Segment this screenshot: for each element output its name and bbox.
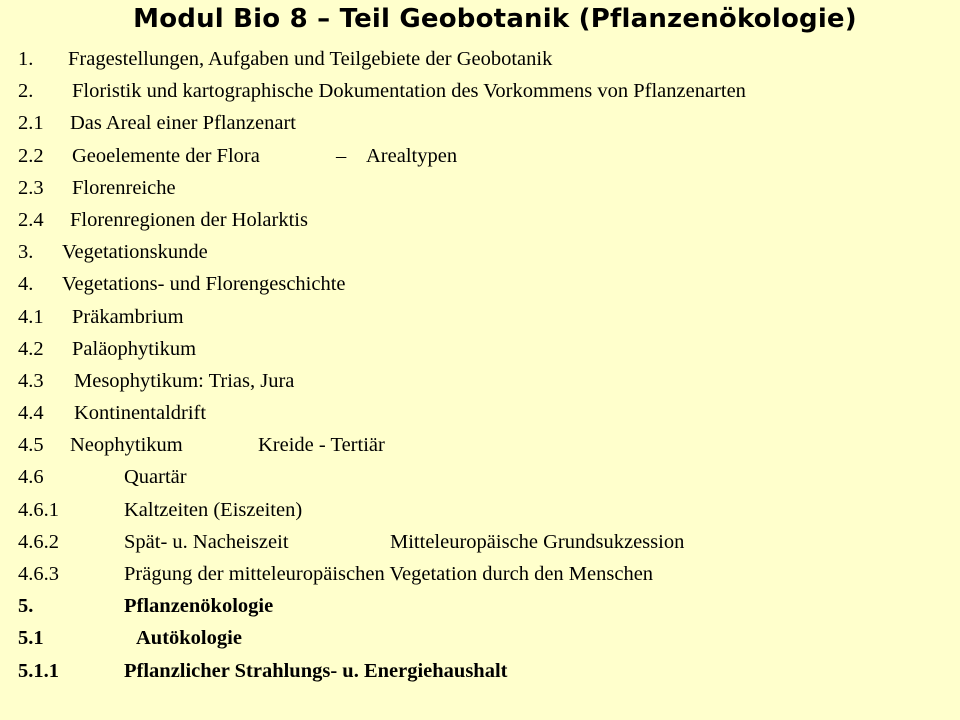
item-number: 2.1	[18, 112, 44, 135]
item-number: 5.1	[18, 627, 44, 650]
outline-item	[18, 107, 958, 139]
item-text: Kaltzeiten (Eiszeiten)	[124, 498, 303, 521]
outline-item	[18, 461, 958, 493]
item-number: 5.1.1	[18, 659, 59, 682]
outline-item	[18, 494, 958, 526]
item-text: Fragestellungen, Aufgaben und Teilgebiete der Geobotanik	[68, 48, 553, 70]
item-number: 4.	[18, 273, 34, 296]
item-text: Geoelemente der Flora	[72, 144, 260, 167]
outline-item	[18, 236, 958, 268]
outline-item	[18, 301, 958, 333]
item-text: Floristik und kartographische Dokumentation des Vorkommens von Pflanzenarten	[72, 80, 746, 103]
item-number: 4.6.2	[18, 530, 59, 553]
item-text: Spät- u. Nacheiszeit	[124, 530, 289, 553]
item-text: Paläophytikum	[72, 337, 197, 360]
item-number: 4.6	[18, 466, 44, 489]
item-text: Florenreiche	[72, 176, 176, 199]
outline-item	[18, 333, 958, 365]
outline-item	[18, 43, 958, 75]
outline-item	[18, 397, 958, 429]
item-number: 2.4	[18, 208, 44, 231]
item-number: 2.3	[18, 176, 44, 199]
item-extra-text: Arealtypen	[366, 144, 458, 167]
item-text: Mesophytikum: Trias, Jura	[74, 369, 295, 392]
outline-item	[18, 204, 958, 236]
outline-item	[18, 268, 958, 300]
outline-item	[18, 526, 958, 558]
item-number: 4.4	[18, 402, 44, 425]
outline-item	[18, 429, 958, 461]
item-number: 2.2	[18, 144, 44, 167]
outline-item	[18, 172, 958, 204]
item-number: 4.3	[18, 369, 44, 392]
item-text: Das Areal einer Pflanzenart	[70, 112, 296, 135]
item-number: 4.6.3	[18, 563, 59, 585]
item-dash: –	[336, 144, 347, 167]
outline-item	[18, 558, 958, 590]
item-number: 4.5	[18, 434, 44, 457]
item-text: Präkambrium	[72, 305, 184, 328]
item-text: Neophytikum	[70, 434, 183, 457]
item-text: Vegetations- und Florengeschichte	[62, 273, 346, 296]
item-text: Prägung der mitteleuropäischen Vegetation durch den Menschen	[124, 563, 654, 585]
item-text: Pflanzenökologie	[124, 595, 274, 618]
outline-item	[18, 655, 958, 687]
outline-item	[18, 590, 958, 622]
outline-list	[18, 43, 958, 687]
item-number: 5.	[18, 595, 34, 618]
item-number: 4.2	[18, 337, 44, 360]
item-text: Pflanzlicher Strahlungs- u. Energiehaushalt	[124, 659, 508, 682]
item-number: 1.	[18, 48, 34, 70]
item-number: 2.	[18, 80, 34, 103]
item-number: 4.1	[18, 305, 44, 328]
item-number: 4.6.1	[18, 498, 59, 521]
outline-item	[18, 622, 958, 654]
outline-item	[18, 140, 958, 172]
outline-item	[18, 365, 958, 397]
item-text: Quartär	[124, 466, 187, 489]
item-text: Autökologie	[136, 627, 242, 650]
item-extra-text: Kreide - Tertiär	[258, 434, 385, 457]
item-text: Florenregionen der Holarktis	[70, 208, 308, 231]
item-extra-text: Mitteleuropäische Grundsukzession	[390, 530, 685, 553]
outline-item	[18, 75, 958, 107]
item-text: Vegetationskunde	[62, 241, 208, 264]
item-number: 3.	[18, 241, 34, 264]
item-text: Kontinentaldrift	[74, 402, 207, 425]
slide-title: Modul Bio 8 – Teil Geobotanik (Pflanzenökologie)	[133, 4, 857, 34]
